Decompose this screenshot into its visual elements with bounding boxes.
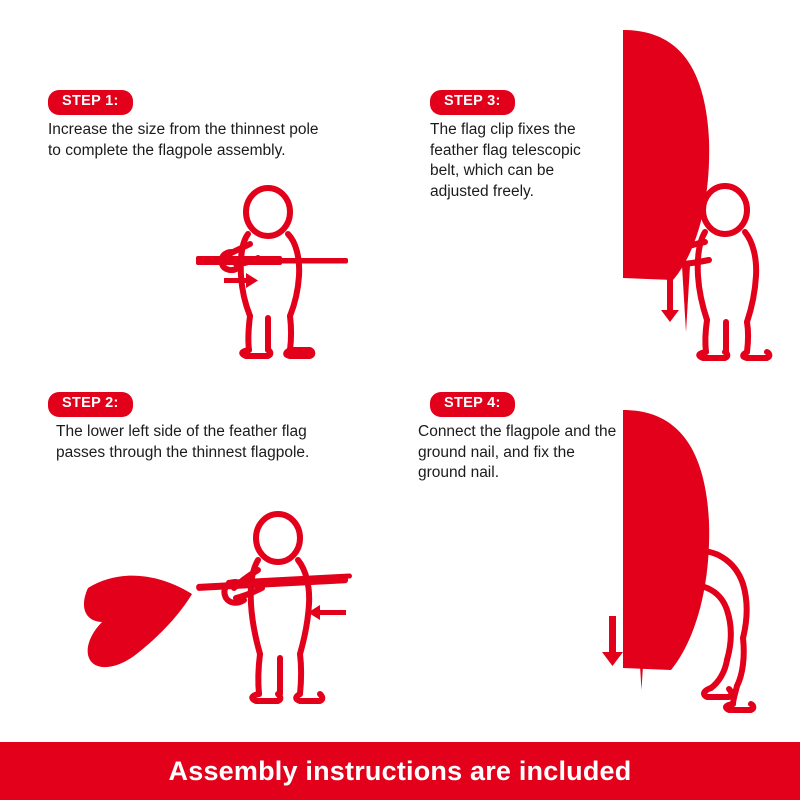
step-badge-1: STEP 1: [48,90,133,115]
illustration-step-3 [405,20,795,370]
illustration-step-1 [10,20,400,370]
step-text-2: The lower left side of the feather flag passes through the thinnest flagpole. [56,423,310,461]
illustration-step-4 [405,370,795,720]
footer-banner [0,742,800,800]
step-badge-3: STEP 3: [430,90,515,115]
step-badge-2: STEP 2: [48,392,133,417]
step-badge-4: STEP 4: [430,392,515,417]
step-panel-2 [10,370,400,720]
illustration-step-2 [10,370,400,720]
step-panel-3 [405,20,795,370]
step-text-4: Connect the flagpole and the ground nail, and fix the ground nail. [418,423,617,482]
footer-text: Assembly instructions are included [168,755,632,786]
step-panel-4 [405,370,795,720]
step-text-3: The flag clip fixes the feather flag telescopic belt, which can be adjusted freely. [430,121,581,200]
step-panel-1 [10,20,400,370]
step-text-1: Increase the size from the thinnest pole to complete the flagpole assembly. [48,121,319,159]
